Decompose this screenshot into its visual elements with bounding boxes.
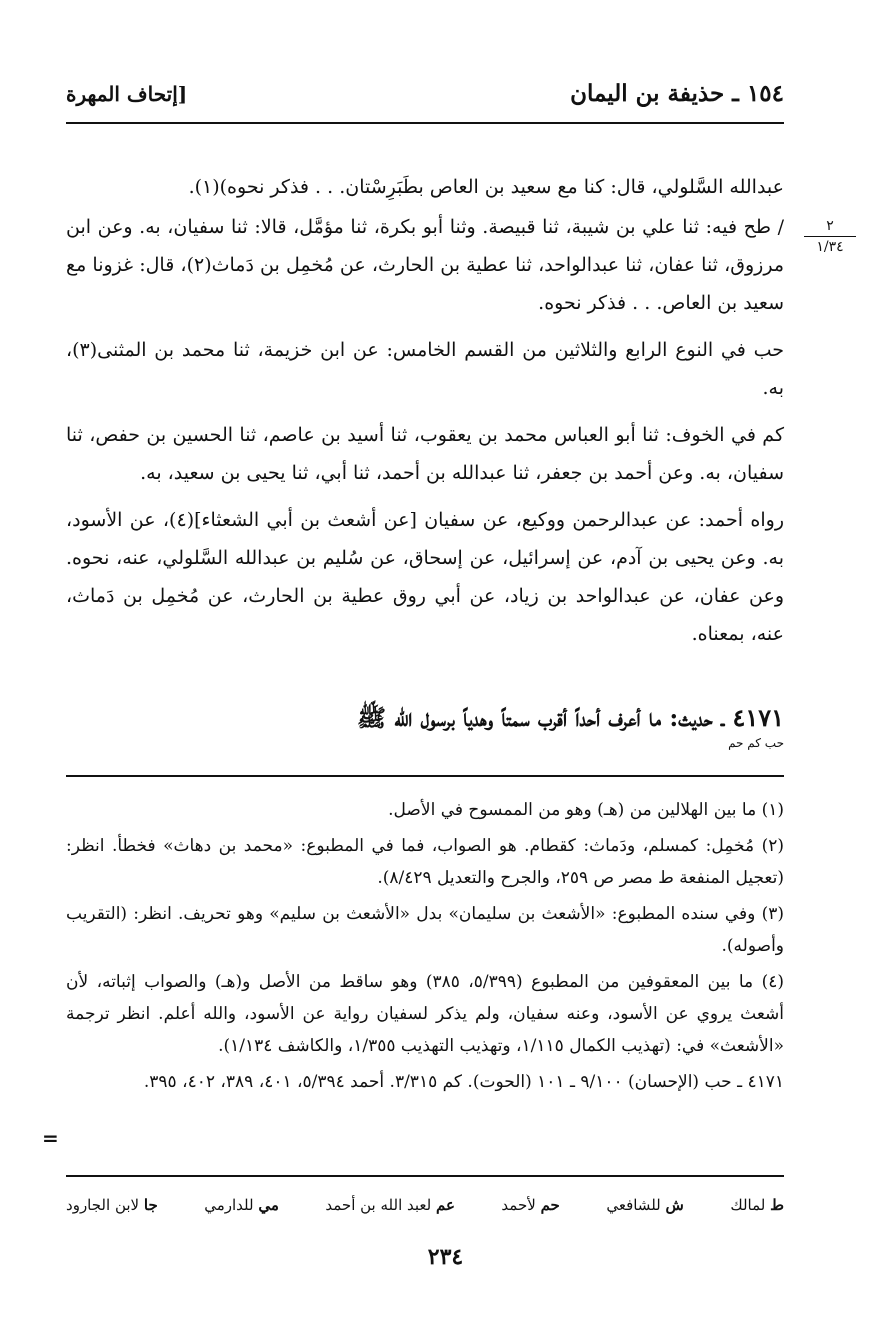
margin-reference-volume: ٢ <box>826 218 834 234</box>
paragraph: كم في الخوف: ثنا أبو العباس محمد بن يعقوب، ثنا أسيد بن عاصم، ثنا الحسين بن حفص، ثنا سفيان، به. وعن أحمد بن جعفر، ثنا عبدالله بن أحمد، ثنا أبي، ثنا يحيى بن سعيد، به. <box>66 424 784 484</box>
margin-reference-page: ١/٣٤ <box>816 239 844 255</box>
footnote: (٤) ما بين المعقوفين من المطبوع (٥/٣٩٩، ٣٨٥) وهو ساقط من الأصل و(هـ) والصواب إثباته، لأن أشعث يروي عن الأسود، وعنه سفيان، ولم يذكر لسفيان رواية عن الأسود، والله أعلم. انظر ترجمة «الأشعث» في: (تهذيب الكمال ١/١١٥، وتهذيب التهذيب ١/٣٥٥، والكاشف ١/١٣٤). <box>66 972 784 1056</box>
hadith-source-codes: حب كم حم <box>728 736 784 750</box>
footnote: (١) ما بين الهلالين من (هـ) وهو من الممسوح في الأصل. <box>388 800 784 820</box>
abbreviation-item <box>325 1192 455 1218</box>
main-text <box>66 168 784 662</box>
abbreviation-item <box>204 1192 279 1218</box>
abbreviation-code: مي <box>258 1196 279 1214</box>
abbreviation-key <box>66 1192 784 1218</box>
abbreviation-code: ط <box>770 1196 784 1214</box>
footnote: (٣) وفي سنده المطبوع: «الأشعث بن سليمان» بدل «الأشعث بن سليم» وهو تحريف. انظر: (التقريب وأصوله). <box>66 904 784 956</box>
abbreviation-item <box>66 1192 158 1218</box>
abbreviation-item <box>606 1192 684 1218</box>
abbreviation-label: لابن الجارود <box>66 1196 140 1214</box>
continuation-mark: = <box>42 1126 59 1150</box>
abbreviation-code: جا <box>143 1196 158 1214</box>
footnote-divider <box>66 775 784 777</box>
abbreviation-divider <box>66 1175 784 1177</box>
footnote: (٢) مُخمِل: كمسلم، ودَماث: كقطام. هو الصواب، فما في المطبوع: «محمد بن دهاث» فخطأ. انظر: (تعجيل المنفعة ط مصر ص ٢٥٩، والجرح والتعديل ٨/٤٢٩). <box>66 836 784 888</box>
footnotes <box>66 794 784 1102</box>
paragraph: عبدالله السَّلولي، قال: كنا مع سعيد بن العاص بطَبَرِسْتان. . . فذكر نحوه)(١). <box>188 176 784 198</box>
abbreviation-label: للشافعي <box>606 1196 661 1214</box>
paragraph: حب في النوع الرابع والثلاثين من القسم الخامس: عن ابن خزيمة، ثنا محمد بن المثنى(٣)، به. <box>66 339 784 399</box>
header-divider <box>66 122 784 124</box>
abbreviation-label: لأحمد <box>501 1196 536 1214</box>
abbreviation-code: عم <box>436 1196 455 1214</box>
abbreviation-label: للدارمي <box>204 1196 254 1214</box>
hadith-heading: ٤١٧١ ـ حديث: ما أعرف أحداً أقرب سمتاً وهدياً برسول الله ﷺ <box>357 703 784 732</box>
header-book-title: [إتحاف المهرة <box>66 82 188 106</box>
page-number: ٢٣٤ <box>427 1244 464 1270</box>
running-header <box>66 80 784 114</box>
abbreviation-label: لمالك <box>730 1196 766 1214</box>
header-title: ١٥٤ ـ حذيفة بن اليمان <box>570 80 784 107</box>
abbreviation-item <box>730 1192 784 1218</box>
abbreviation-item <box>501 1192 559 1218</box>
margin-reference <box>800 218 860 255</box>
margin-reference-divider <box>804 236 856 237</box>
footnote: ٤١٧١ ـ حب (الإحسان) ٩/١٠٠ ـ ١٠١ (الحوت). كم ٣/٣١٥. أحمد ٥/٣٩٤، ٤٠١، ٣٨٩، ٤٠٢، ٣٩٥. <box>143 1072 784 1092</box>
abbreviation-label: لعبد الله بن أحمد <box>325 1196 432 1214</box>
abbreviation-code: حم <box>540 1196 560 1214</box>
paragraph: / طح فيه: ثنا علي بن شيبة، ثنا قبيصة. وثنا أبو بكرة، ثنا مؤمَّل، قالا: ثنا سفيان، به. وعن ابن مرزوق، ثنا عفان، ثنا عبدالواحد، ثنا عطية بن الحارث، عن مُخمِل بن دَماث(٢)، قال: غزونا مع سعيد بن العاص. . . فذكر نحوه. <box>66 216 784 314</box>
paragraph: رواه أحمد: عن عبدالرحمن ووكيع، عن سفيان [عن أشعث بن أبي الشعثاء](٤)، عن الأسود، به. وعن يحيى بن آدم، عن إسرائيل، عن إسحاق، عن سُليم بن عبدالله السَّلولي، عنه، نحوه. وعن عفان، عن عبدالواحد بن زياد، عن أبي روق عطية بن الحارث، عن مُخمِل بن دَماث، عنه، بمعناه. <box>66 509 784 645</box>
abbreviation-code: ش <box>665 1196 684 1214</box>
